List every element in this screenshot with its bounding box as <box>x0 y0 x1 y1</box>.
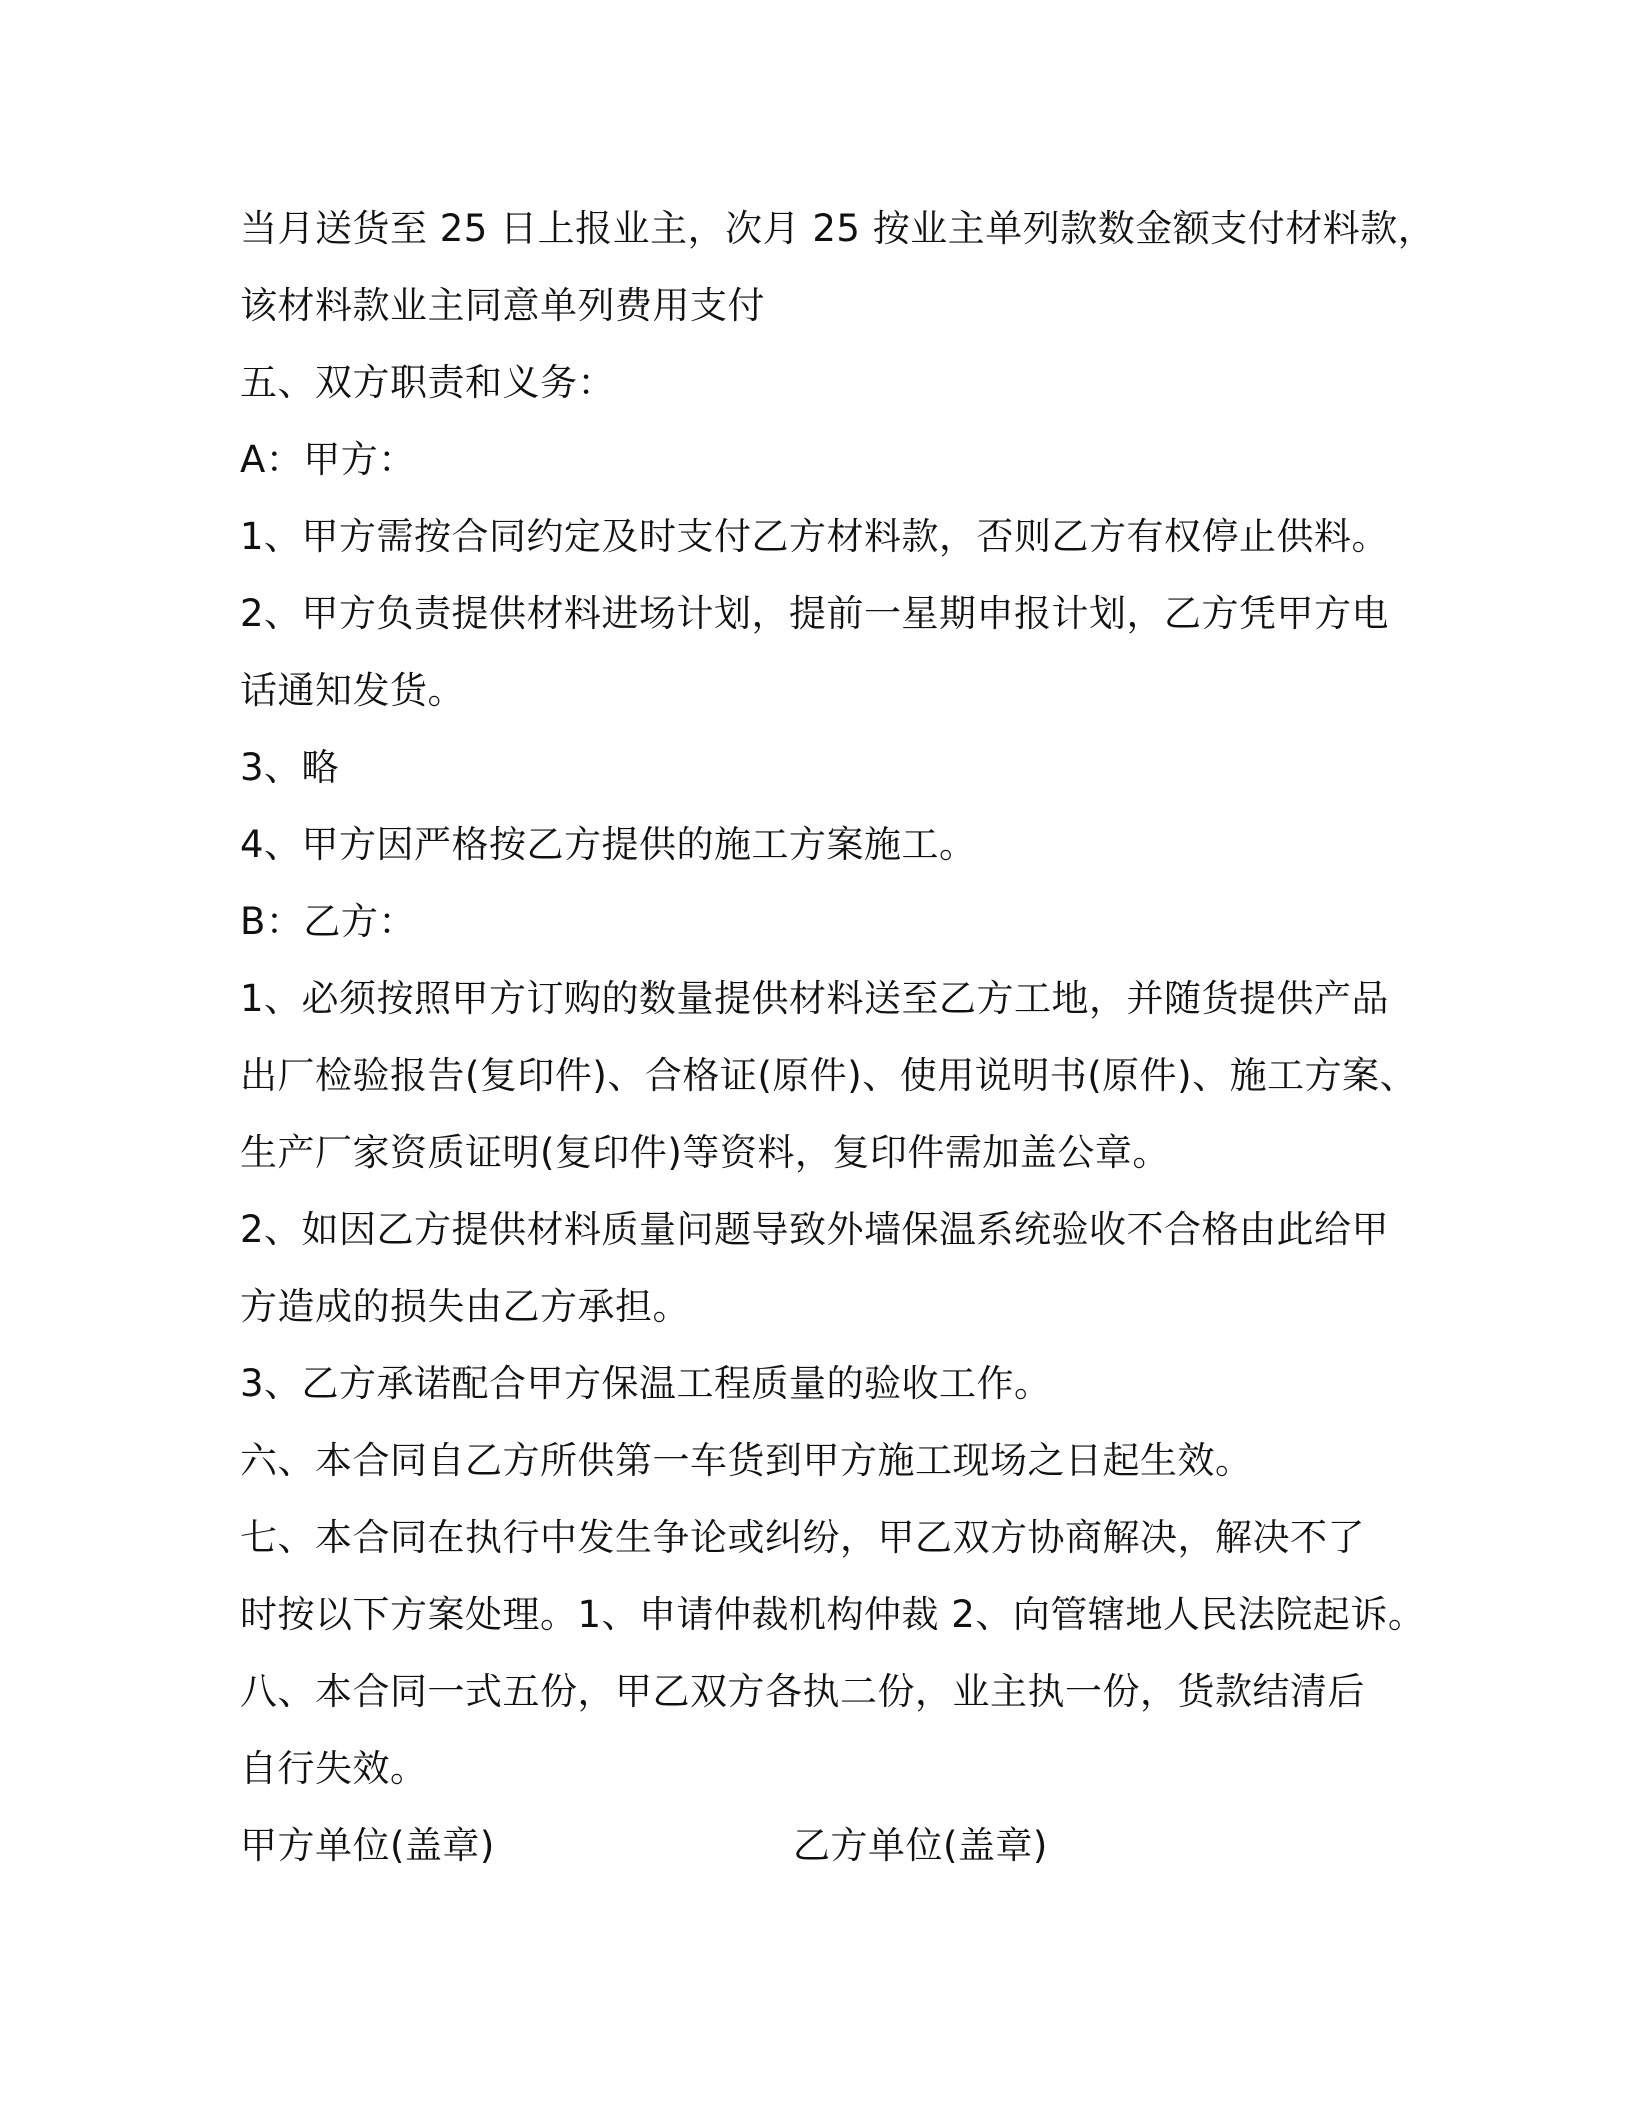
party-b-seal-label: 乙方单位(盖章) <box>793 1824 1048 1867</box>
text-line: 4、甲方因严格按乙方提供的施工方案施工。 <box>240 823 977 866</box>
text-line: 3、略 <box>240 746 340 789</box>
contract-body <box>240 190 1436 1884</box>
text-line: 时按以下方案处理。1、申请仲裁机构仲裁 2、向管辖地人民法院起诉。 <box>240 1593 1426 1636</box>
text-line: 3、乙方承诺配合甲方保温工程质量的验收工作。 <box>240 1362 1052 1405</box>
text-line: 1、必须按照甲方订购的数量提供材料送至乙方工地，并随货提供产品 <box>240 977 1390 1020</box>
text-line: 当月送货至 25 日上报业主，次月 25 按业主单列款数金额支付材料款， <box>240 207 1436 250</box>
text-line: 1、甲方需按合同约定及时支付乙方材料款，否则乙方有权停止供料。 <box>240 515 1390 558</box>
text-line: 生产厂家资质证明(复印件)等资料，复印件需加盖公章。 <box>240 1131 1170 1174</box>
section-heading: 八、本合同一式五份，甲乙双方各执二份，业主执一份，货款结清后 <box>240 1670 1365 1713</box>
section-heading: 五、双方职责和义务： <box>240 361 615 404</box>
section-heading: 六、本合同自乙方所供第一车货到甲方施工现场之日起生效。 <box>240 1439 1253 1482</box>
text-line: 自行失效。 <box>240 1747 428 1790</box>
subsection-heading: A：甲方： <box>240 438 416 481</box>
text-line: 方造成的损失由乙方承担。 <box>240 1285 690 1328</box>
signature-row <box>240 1807 1400 1884</box>
text-line: 2、如因乙方提供材料质量问题导致外墙保温系统验收不合格由此给甲 <box>240 1208 1390 1251</box>
text-line: 该材料款业主同意单列费用支付 <box>240 284 765 327</box>
subsection-heading: B：乙方： <box>240 900 416 943</box>
party-a-seal-label: 甲方单位(盖章) <box>240 1824 495 1867</box>
section-heading: 七、本合同在执行中发生争论或纠纷，甲乙双方协商解决，解决不了 <box>240 1516 1365 1559</box>
text-line: 话通知发货。 <box>240 669 465 712</box>
text-line: 出厂检验报告(复印件)、合格证(原件)、使用说明书(原件)、施工方案、 <box>240 1054 1418 1097</box>
text-line: 2、甲方负责提供材料进场计划，提前一星期申报计划，乙方凭甲方电 <box>240 592 1390 635</box>
